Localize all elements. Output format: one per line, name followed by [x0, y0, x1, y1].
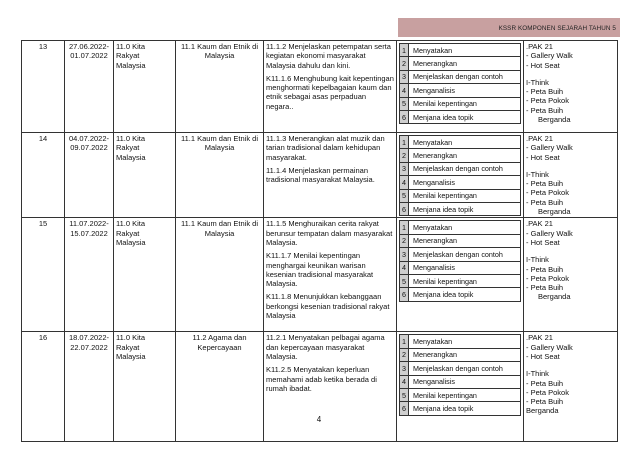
level-number: 5 — [400, 97, 409, 110]
standard-line: 11.1 Kaum dan Etnik di — [181, 134, 258, 143]
performance-level-row — [400, 202, 521, 215]
learning-outcomes-cell — [264, 133, 397, 218]
level-label: Menjelaskan dengan contoh — [409, 70, 521, 83]
level-label: Menyatakan — [409, 221, 521, 234]
performance-level-row — [400, 84, 521, 97]
activities-cell — [524, 218, 618, 332]
date-line: 11.07.2022- — [69, 219, 109, 229]
table-row — [22, 332, 618, 442]
standard-line: Kepercayaan — [197, 342, 242, 352]
standard-cell — [176, 332, 264, 442]
performance-level-row — [400, 402, 521, 415]
activity-item: - Hot Seat — [526, 237, 560, 247]
performance-levels-cell — [397, 41, 524, 133]
unit-line: Rakyat — [116, 51, 140, 61]
activity-item: - Peta Buih — [526, 197, 564, 207]
learning-outcomes-cell — [264, 41, 397, 133]
date-line: 18.07.2022- — [68, 333, 110, 343]
performance-levels-cell — [397, 332, 524, 442]
activity-item: I-Think — [526, 77, 549, 87]
performance-level-table — [399, 43, 521, 124]
level-number: 1 — [400, 335, 409, 348]
activity-item: - Hot Seat — [526, 60, 560, 70]
activities-cell — [524, 332, 618, 442]
activity-item: - Gallery Walk — [526, 228, 573, 238]
activity-item: - Peta Buih — [526, 105, 564, 115]
learning-outcome: K11.1.7 Menilai kepentingan menghargai keunikan warisan kesenian tradisional masyarakat Malaysia. — [266, 251, 374, 289]
standard-line: Malaysia — [204, 51, 235, 61]
activity-item: - Gallery Walk — [526, 342, 573, 352]
activity-item: - Peta Pokok — [526, 387, 569, 397]
level-label: Menilai kepentingan — [409, 189, 521, 202]
performance-level-row — [400, 274, 521, 287]
unit-line: 11.0 Kita — [116, 333, 146, 343]
date-cell — [65, 133, 114, 218]
table-row — [22, 133, 618, 218]
level-number: 6 — [400, 402, 409, 415]
level-label: Menjelaskan dengan contoh — [409, 248, 521, 261]
level-label: Menganalisis — [409, 176, 521, 189]
performance-level-row — [400, 335, 521, 348]
learning-outcome: K11.1.6 Menghubung kait kepentingan menghormati kepelbagaian kaum dan etnik sebagai asas perpaduan negara.. — [266, 73, 394, 111]
level-number: 3 — [400, 70, 409, 83]
activity-item: - Peta Buih — [526, 179, 564, 189]
standard-cell — [176, 41, 264, 133]
level-label: Menjana idea topik — [409, 402, 521, 415]
performance-levels-cell — [397, 133, 524, 218]
level-number: 4 — [400, 176, 409, 189]
standard-line: Malaysia — [204, 228, 235, 238]
level-number: 1 — [400, 136, 409, 149]
activity-item: I-Think — [526, 169, 549, 179]
standard-cell — [176, 133, 264, 218]
level-number: 3 — [400, 362, 409, 375]
level-label: Menerangkan — [409, 149, 521, 162]
level-label: Menjana idea topik — [409, 110, 521, 123]
activity-item: Berganda — [538, 115, 571, 125]
date-line: 01.07.2022 — [70, 51, 108, 61]
performance-level-row — [400, 234, 521, 247]
activity-item: .PAK 21 — [526, 42, 553, 51]
activity-item: .PAK 21 — [526, 219, 553, 229]
standard-line: 11.2 Agama dan — [192, 333, 247, 343]
level-number: 6 — [400, 288, 409, 301]
activity-item: - Hot Seat — [526, 152, 560, 162]
activity-item: - Peta Buih — [526, 283, 564, 293]
level-label: Menerangkan — [409, 348, 521, 361]
unit-cell — [114, 332, 176, 442]
activity-item: - Peta Pokok — [526, 188, 569, 198]
performance-level-row — [400, 57, 521, 70]
level-label: Menilai kepentingan — [409, 274, 521, 287]
week-cell — [22, 332, 65, 442]
lesson-plan-table — [21, 40, 618, 442]
activity-item: Berganda — [538, 207, 571, 217]
date-line: 27.06.2022- — [68, 42, 110, 51]
learning-outcomes-cell — [264, 218, 397, 332]
date-line: 22.07.2022 — [70, 342, 108, 352]
performance-level-row — [400, 110, 521, 123]
activity-item: - Peta Buih — [526, 378, 564, 388]
level-number: 5 — [400, 189, 409, 202]
week-cell — [22, 218, 65, 332]
week-number: 14 — [38, 134, 48, 143]
learning-outcome: 11.1.5 Menghuraikan cerita rakyat berunsur tempatan dalam masyarakat Malaysia. — [266, 219, 393, 247]
learning-outcome: 11.1.2 Menjelaskan petempatan serta kegiatan ekonomi masyarakat Malaysia dahulu dan kini. — [266, 42, 391, 70]
date-cell — [65, 218, 114, 332]
performance-level-row — [400, 221, 521, 234]
performance-level-row — [400, 149, 521, 162]
performance-level-row — [400, 97, 521, 110]
unit-cell — [114, 218, 176, 332]
level-number: 2 — [400, 149, 409, 162]
activity-item: .PAK 21 — [526, 134, 553, 143]
performance-level-row — [400, 44, 521, 57]
level-number: 4 — [400, 84, 409, 97]
date-line: 09.07.2022 — [70, 143, 108, 153]
level-label: Menyatakan — [409, 136, 521, 149]
activity-item: Berganda — [526, 406, 559, 416]
date-cell — [65, 332, 114, 442]
unit-line: Rakyat — [116, 228, 140, 238]
performance-levels-cell — [397, 218, 524, 332]
level-number: 4 — [400, 261, 409, 274]
unit-line: 11.0 Kita — [116, 219, 146, 229]
unit-line: 11.0 Kita — [116, 42, 146, 51]
week-number: 13 — [38, 42, 48, 51]
week-cell — [22, 41, 65, 133]
level-label: Menganalisis — [409, 84, 521, 97]
activity-item: - Peta Pokok — [526, 273, 569, 283]
unit-line: 11.0 Kita — [116, 134, 146, 143]
activities-cell — [524, 41, 618, 133]
performance-level-row — [400, 362, 521, 375]
level-number: 1 — [400, 221, 409, 234]
level-number: 5 — [400, 274, 409, 287]
activity-item: - Peta Pokok — [526, 96, 569, 106]
activity-item: - Hot Seat — [526, 351, 560, 361]
learning-outcome: 11.1.4 Menjelaskan permainan tradisional masyarakat Malaysia. — [266, 165, 375, 185]
performance-level-row — [400, 261, 521, 274]
activity-item: - Gallery Walk — [526, 143, 573, 153]
standard-line: Malaysia — [204, 143, 235, 153]
unit-cell — [114, 41, 176, 133]
level-label: Menilai kepentingan — [409, 97, 521, 110]
week-number: 16 — [38, 333, 48, 343]
unit-line: Rakyat — [116, 342, 140, 352]
performance-level-row — [400, 136, 521, 149]
unit-line: Malaysia — [116, 351, 146, 361]
page-number: 4 — [316, 415, 322, 424]
level-number: 2 — [400, 234, 409, 247]
level-label: Menganalisis — [409, 375, 521, 388]
activity-item: - Peta Buih — [526, 397, 564, 407]
standard-cell — [176, 218, 264, 332]
level-label: Menjelaskan dengan contoh — [409, 162, 521, 175]
learning-outcome: K11.2.5 Menyatakan keperluan memahami adab ketika berada di rumah ibadat. — [266, 365, 377, 393]
date-cell — [65, 41, 114, 133]
activity-item: I-Think — [526, 369, 549, 379]
activity-item: - Gallery Walk — [526, 51, 573, 61]
level-label: Menjana idea topik — [409, 288, 521, 301]
level-number: 2 — [400, 348, 409, 361]
level-number: 2 — [400, 57, 409, 70]
performance-level-row — [400, 375, 521, 388]
unit-line: Malaysia — [116, 60, 146, 70]
spacer — [526, 70, 615, 78]
date-line: 15.07.2022 — [70, 228, 108, 238]
level-label: Menganalisis — [409, 261, 521, 274]
activities-cell — [524, 133, 618, 218]
week-cell — [22, 133, 65, 218]
level-number: 3 — [400, 162, 409, 175]
performance-level-row — [400, 348, 521, 361]
level-label: Menerangkan — [409, 57, 521, 70]
level-number: 6 — [400, 202, 409, 215]
standard-line: 11.1 Kaum dan Etnik di — [181, 42, 258, 51]
activity-item: - Peta Buih — [526, 87, 564, 97]
performance-level-table — [399, 135, 521, 216]
performance-level-row — [400, 70, 521, 83]
activity-item: I-Think — [526, 255, 549, 265]
unit-cell — [114, 133, 176, 218]
level-label: Menjelaskan dengan contoh — [409, 362, 521, 375]
unit-line: Malaysia — [116, 237, 146, 247]
activity-item: Berganda — [538, 292, 571, 302]
level-label: Menerangkan — [409, 234, 521, 247]
unit-line: Rakyat — [116, 143, 140, 153]
level-number: 4 — [400, 375, 409, 388]
level-label: Menilai kepentingan — [409, 388, 521, 401]
level-number: 5 — [400, 388, 409, 401]
level-number: 6 — [400, 110, 409, 123]
spacer — [526, 162, 615, 170]
level-number: 1 — [400, 44, 409, 57]
unit-line: Malaysia — [116, 152, 146, 162]
table-row — [22, 41, 618, 133]
performance-level-row — [400, 248, 521, 261]
level-label: Menyatakan — [409, 44, 521, 57]
learning-outcomes-cell — [264, 332, 397, 442]
performance-level-table — [399, 220, 521, 301]
spacer — [526, 361, 615, 369]
date-line: 04.07.2022- — [68, 134, 110, 143]
spacer — [526, 247, 615, 255]
level-number: 3 — [400, 248, 409, 261]
table-row — [22, 218, 618, 332]
level-label: Menjana idea topik — [409, 202, 521, 215]
activity-item: .PAK 21 — [526, 333, 553, 343]
performance-level-row — [400, 288, 521, 301]
performance-level-row — [400, 176, 521, 189]
performance-level-row — [400, 162, 521, 175]
standard-line: 11.1 Kaum dan Etnik di — [181, 219, 258, 229]
level-label: Menyatakan — [409, 335, 521, 348]
performance-level-row — [400, 189, 521, 202]
week-number: 15 — [38, 219, 48, 229]
performance-level-table — [399, 334, 521, 415]
learning-outcome: 11.1.3 Menerangkan alat muzik dan tarian tradisional dalam kehidupan masyarakat. — [266, 134, 385, 162]
document-header: KSSR KOMPONEN SEJARAH TAHUN 5 — [498, 25, 616, 32]
activity-item: - Peta Buih — [526, 264, 564, 274]
learning-outcome: 11.2.1 Menyatakan pelbagai agama dan kepercayaan masyarakat Malaysia. — [266, 333, 385, 361]
performance-level-row — [400, 388, 521, 401]
learning-outcome: K11.1.8 Menunjukkan kebanggaan berkongsi kesenian tradisional rakyat Malaysia — [266, 292, 390, 321]
